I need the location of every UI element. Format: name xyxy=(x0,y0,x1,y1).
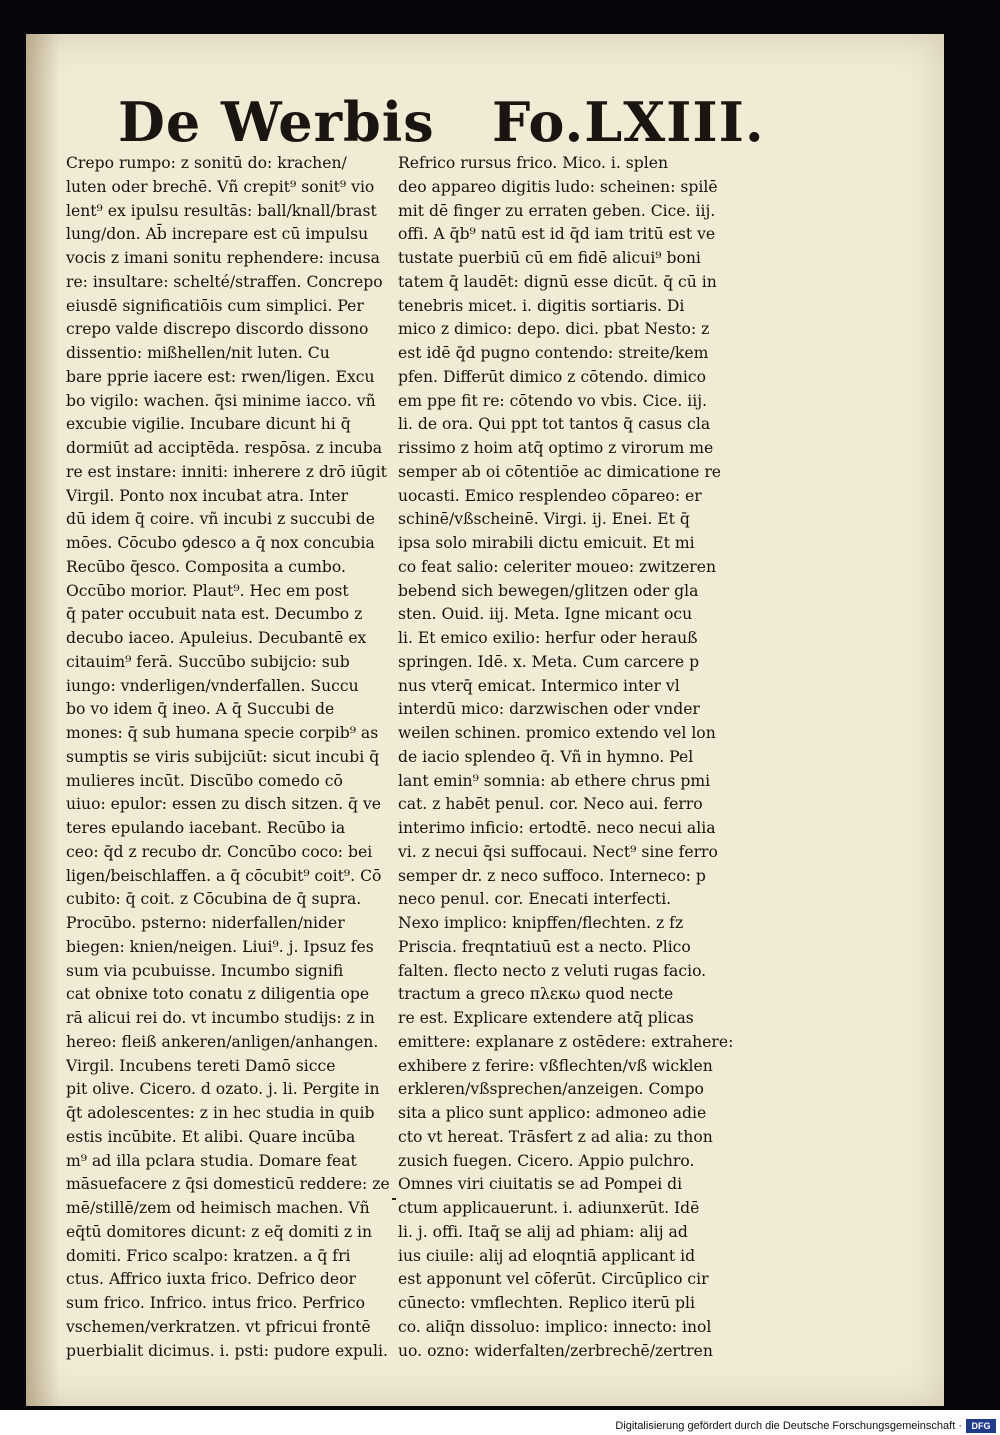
text-line: Virgil. Incubens tereti Damō sicce xyxy=(66,1056,336,1075)
text-line: Priscia. freqntatiuū est a necto. Plico xyxy=(398,937,691,956)
text-line: luten oder brechē. Vñ crepit⁹ sonit⁹ vio xyxy=(66,177,375,196)
text-line: dormiūt ad acciptēda. respōsa. z incuba xyxy=(66,439,383,457)
text-line: vocis z imani sonitu rephendere: incusa xyxy=(66,249,380,267)
footer-bar xyxy=(0,1410,1000,1435)
text-line: tustate puerbiū cū em fidē alicui⁹ boni xyxy=(398,249,701,267)
text-line: eq̄tū domitores dicunt: z eq̄ domiti z in xyxy=(66,1222,373,1241)
text-line: co feat salio: celeriter moueo: zwitzeren xyxy=(398,557,717,576)
text-line: uiuo: epulor: essen zu disch sitzen. q̄ ve xyxy=(66,795,381,814)
text-line: neco penul. cor. Enecati interfecti. xyxy=(398,890,672,909)
text-line: dissentio: mißhellen/nit luten. Cu xyxy=(66,344,330,362)
text-line: re est. Explicare extendere atq̄ plicas xyxy=(398,1009,694,1027)
spine-shadow xyxy=(26,34,60,1406)
text-line: Recūbo q̄esco. Composita a cumbo. xyxy=(66,557,346,576)
text-line: co. aliq̄n dissoluo: implico: innecto: inol xyxy=(398,1317,712,1336)
text-line: tenebris micet. i. digitis sortiaris. Di xyxy=(398,296,685,315)
text-line: sum frico. Infrico. intus frico. Perfrico xyxy=(66,1294,366,1312)
text-line: lung/don. Ab̄ increpare est cū impulsu xyxy=(66,225,369,244)
text-line: Nexo implico: knipffen/flechten. z fz xyxy=(398,914,684,932)
text-line: zusich fuegen. Cicero. Appio pulchro. xyxy=(398,1151,695,1170)
text-line: semper dr. z neco suffoco. Interneco: p xyxy=(398,866,706,885)
text-line: weilen schinen. promico extendo vel lon xyxy=(398,724,716,742)
text-line: ctum applicauerunt. i. adiunxerūt. Idē xyxy=(398,1199,700,1217)
text-line: m⁹ ad illa pclara studia. Domare feat xyxy=(66,1151,357,1170)
text-line: ligen/beischlaffen. a q̄ cōcubit⁹ coit⁹. Cō xyxy=(66,866,382,885)
text-line: sum via pcubuisse. Incumbo signifi xyxy=(66,961,344,980)
text-line: mico z dimico: depo. dici. pbat Nesto: z xyxy=(398,320,710,339)
text-line: hereo: fleiß ankeren/anligen/anhangen. xyxy=(66,1032,379,1051)
text-line: lant emin⁹ somnia: ab ethere chrus pmi xyxy=(398,771,711,790)
text-line: erkleren/vßsprechen/anzeigen. Compo xyxy=(398,1080,704,1099)
text-line: pfen. Differūt dimico z cōtendo. dimico xyxy=(398,367,706,386)
text-line: iungo: vnderligen/vnderfallen. Succu xyxy=(66,676,359,695)
text-line: cat. z habēt penul. cor. Neco aui. ferro xyxy=(398,795,703,814)
text-line: re est instare: inniti: inherere z drō iūgit xyxy=(66,462,387,481)
text-line: sumptis se viris subijciūt: sicut incubi q̄ xyxy=(66,747,380,766)
folio-number: Fo.LXIII. xyxy=(492,90,765,154)
text-line: lent⁹ ex ipulsu resultās: ball/knall/brast xyxy=(66,201,377,220)
text-line: crepo valde discrepo discordo dissono xyxy=(66,320,369,339)
text-line: springen. Idē. x. Meta. Cum carcere p xyxy=(398,652,700,671)
text-line: rā alicui rei do. vt incumbo studijs: z in xyxy=(66,1009,375,1027)
text-line: cūnecto: vmflechten. Replico iterū pli xyxy=(398,1294,695,1312)
text-line: re: insultare: schelté/straffen. Concrepo xyxy=(66,272,383,291)
text-line: li. Et emico exilio: herfur oder herauß xyxy=(398,629,698,647)
text-line: ius ciuile: alij ad eloqntiā applicant id xyxy=(398,1246,696,1265)
column-end-mark xyxy=(392,1198,396,1200)
text-line: excubie vigilie. Incubare dicunt hi q̄ xyxy=(66,415,351,434)
text-line: deo appareo digitis ludo: scheinen: spilē xyxy=(398,177,718,196)
book-page xyxy=(26,34,944,1406)
text-line: exhibere z ferire: vßflechten/vß wicklen xyxy=(398,1056,713,1075)
text-line: mē/stillē/zem od heimisch machen. Vñ xyxy=(66,1199,370,1217)
text-line: rissimo z hoim atq̄ optimo z virorum me xyxy=(398,439,714,457)
text-line: falten. flecto necto z veluti rugas facio. xyxy=(398,961,707,980)
text-line: tatem q̄ laudēt: dignū esse dicūt. q̄ cū in xyxy=(398,272,717,291)
text-line: Procūbo. psterno: niderfallen/nider xyxy=(66,914,345,932)
text-line: decubo iaceo. Apuleius. Decubantē ex xyxy=(66,629,367,647)
text-line: nus vterq̄ emicat. Intermico inter vl xyxy=(398,676,680,695)
text-line: mones: q̄ sub humana specie corpib⁹ as xyxy=(66,724,379,742)
text-line: offi. A q̄b⁹ natū est id q̄d iam tritū est ve xyxy=(398,225,716,244)
text-line: q̄ pater occubuit nata est. Decumbo z xyxy=(66,605,363,624)
text-line: interdū mico: darzwischen oder vnder xyxy=(398,700,700,719)
text-line: cto vt hereat. Trāsfert z ad alia: zu thon xyxy=(398,1127,713,1146)
text-line: ipsa solo mirabili dictu emicuit. Et mi xyxy=(398,534,695,552)
text-line: Refrico rursus frico. Mico. i. splen xyxy=(398,154,669,172)
text-line: citauim⁹ ferā. Succūbo subijcio: sub xyxy=(66,652,350,671)
text-line: puerbialit dicimus. i. psti: pudore expuli. xyxy=(66,1341,388,1360)
text-line: vschemen/verkratzen. vt pfricui frontē xyxy=(66,1317,371,1336)
text-line: bare pprie iacere est: rwen/ligen. Excu xyxy=(66,367,375,386)
text-column-right xyxy=(398,152,766,1363)
text-line: q̄t adolescentes: z in hec studia in quib xyxy=(66,1104,375,1122)
text-line: sten. Ouid. iij. Meta. Igne micant ocu xyxy=(398,605,693,624)
text-line: vi. z necui q̄si suffocaui. Nect⁹ sine ferro xyxy=(398,842,718,861)
text-line: eiusdē significatiōis cum simplici. Per xyxy=(66,296,364,315)
text-line: mit dē finger zu erraten geben. Cice. iij. xyxy=(398,201,716,220)
dfg-logo: DFG xyxy=(966,1419,996,1433)
text-line: bebend sich bewegen/glitzen oder gla xyxy=(398,581,699,600)
text-line: em ppe fit re: cōtendo vo vbis. Cice. iij. xyxy=(398,391,708,410)
text-line: interimo inficio: ertodtē. neco necui alia xyxy=(398,819,716,837)
text-line: bo vo idem q̄ ineo. A q̄ Succubi de xyxy=(66,700,335,719)
text-line: ctus. Affrico iuxta frico. Defrico deor xyxy=(66,1270,356,1289)
text-line: cubito: q̄ coit. z Cōcubina de q̄ supra. xyxy=(66,890,362,909)
text-line: māsuefacere z q̄si domesticū reddere: ze xyxy=(66,1175,390,1194)
text-line: emittere: explanare z ostēdere: extrahere: xyxy=(398,1032,734,1051)
text-line: uo. ozno: widerfalten/zerbrechē/zertren xyxy=(398,1341,713,1360)
funding-credit: Digitalisierung gefördert durch die Deutsche Forschungsgemeinschaft · xyxy=(615,1420,962,1432)
text-line: domiti. Frico scalpo: kratzen. a q̄ fri xyxy=(66,1246,351,1265)
running-head-title: De Werbis xyxy=(118,90,435,154)
text-line: dū idem q̄ coire. vñ incubi z succubi de xyxy=(66,510,375,529)
text-line: est idē q̄d pugno contendo: streite/kem xyxy=(398,344,709,362)
text-line: mulieres incūt. Discūbo comedo cō xyxy=(66,771,343,790)
text-line: Omnes viri ciuitatis se ad Pompei di xyxy=(398,1175,683,1194)
text-line: schinē/vßscheinē. Virgi. ij. Enei. Et q̄ xyxy=(398,510,690,529)
text-line: pit olive. Cicero. d ozato. j. li. Pergite in xyxy=(66,1080,380,1099)
text-line: Occūbo morior. Plaut⁹. Hec em post xyxy=(66,581,349,600)
text-line: li. j. offi. Itaq̄ se alij ad phiam: alij ad xyxy=(398,1222,688,1241)
text-line: uocasti. Emico resplendeo cōpareo: er xyxy=(398,486,702,505)
text-line: Virgil. Ponto nox incubat atra. Inter xyxy=(66,486,349,505)
text-line: de iacio splendeo q̄. Vñ in hymno. Pel xyxy=(398,747,694,766)
text-line: sita a plico sunt applico: admoneo adie xyxy=(398,1104,707,1122)
text-column-left xyxy=(66,152,394,1363)
text-line: estis incūbite. Et alibi. Quare incūba xyxy=(66,1127,356,1146)
text-line: mōes. Cōcubo ꝯdesco a q̄ nox concubia xyxy=(66,534,375,552)
text-line: bo vigilo: wachen. q̄si minime iacco. vñ xyxy=(66,391,376,410)
text-line: semper ab oi cōtentiōe ac dimicatione re xyxy=(398,462,722,481)
text-line: cat obnixe toto conatu z diligentia ope xyxy=(66,985,370,1004)
text-line: tractum a greco πλεκω quod necte xyxy=(398,985,674,1004)
text-line: ceo: q̄d z recubo dr. Concūbo coco: bei xyxy=(66,842,373,861)
text-line: teres epulando iacebant. Recūbo ia xyxy=(66,819,346,837)
text-line: li. de ora. Qui ppt tot tantos q̄ casus cla xyxy=(398,415,711,434)
text-line: Crepo rumpo: z sonitū do: krachen/ xyxy=(66,154,347,172)
text-line: est apponunt vel cōferūt. Circūplico cir xyxy=(398,1270,709,1289)
text-line: biegen: knien/neigen. Liui⁹. j. Ipsuz fes xyxy=(66,937,374,956)
